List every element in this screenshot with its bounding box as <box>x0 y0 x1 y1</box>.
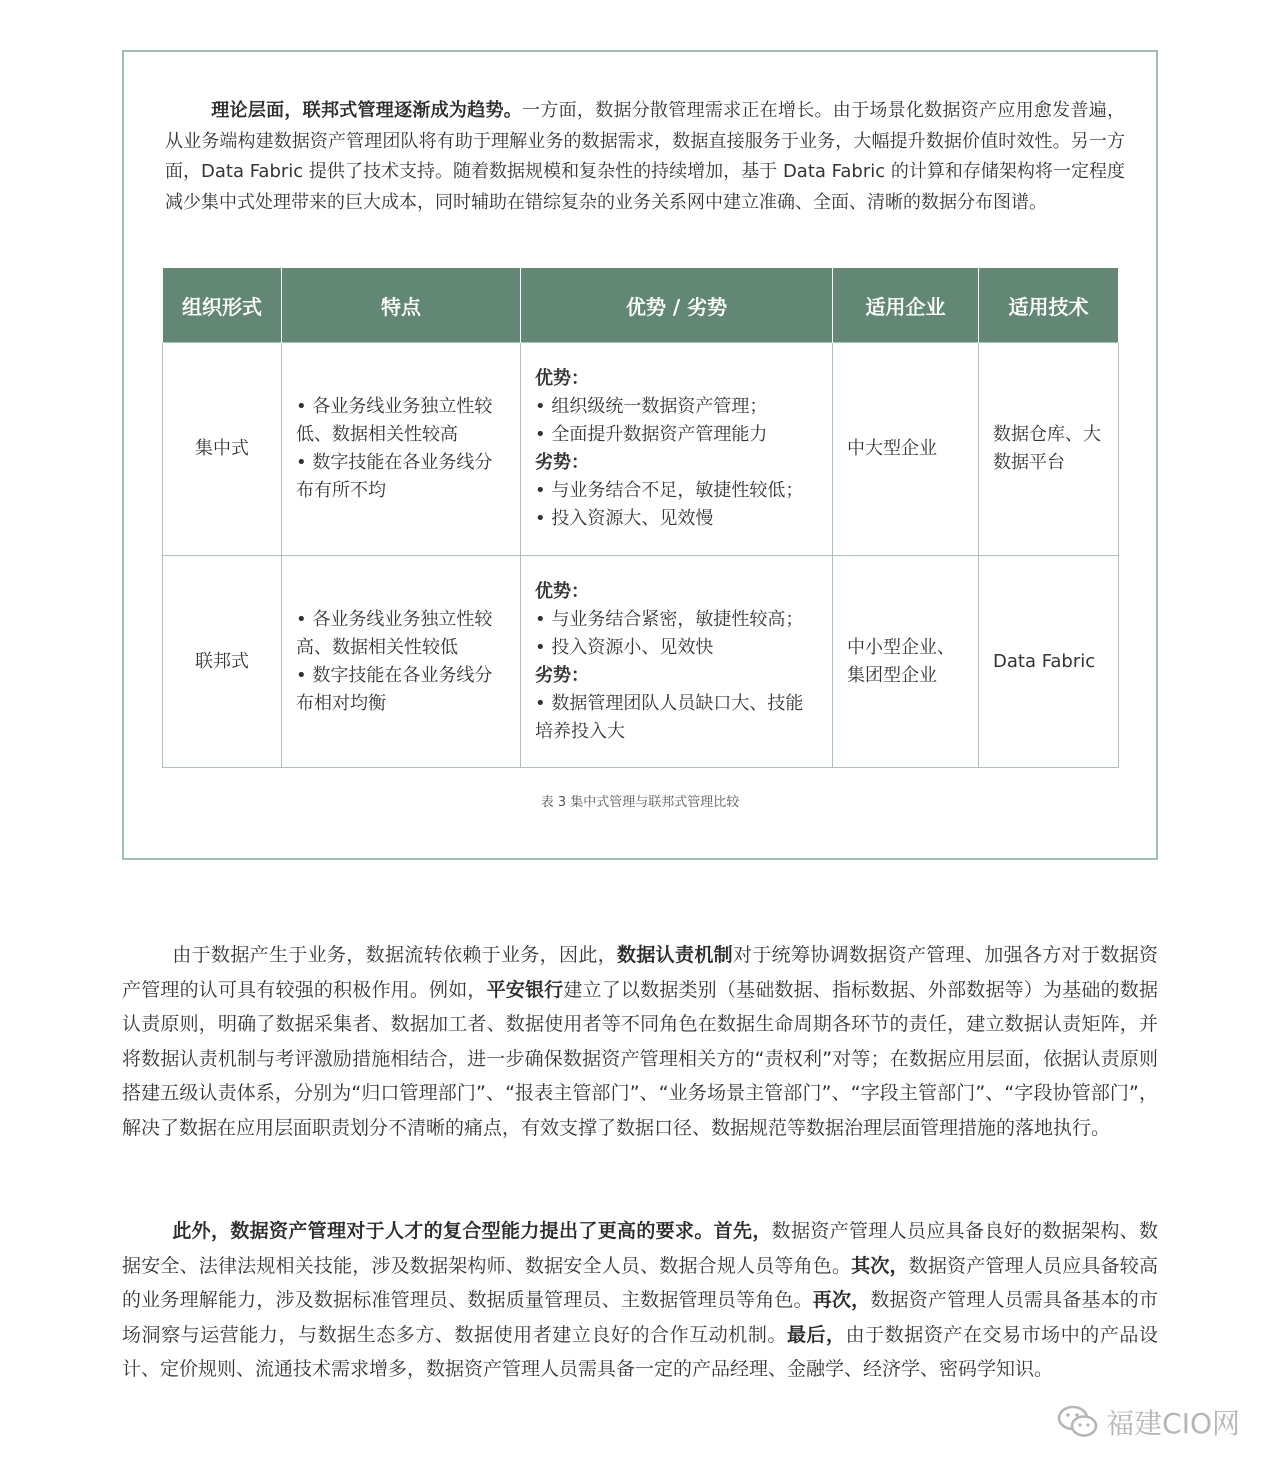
table-header-row <box>163 268 1119 343</box>
table-row <box>163 343 1119 556</box>
header-features: 特点 <box>282 268 521 343</box>
header-pros-cons: 优势 / 劣势 <box>521 268 833 343</box>
disadvantage-item: • 数据管理团队人员缺口大、技能培养投入大 <box>535 692 804 742</box>
watermark-text: 福建CIO网 <box>1106 1407 1240 1440</box>
feature-item: • 各业务线业务独立性较高、数据相关性较低 <box>296 608 493 658</box>
body-paragraph-talent <box>122 1214 1158 1387</box>
feature-item: • 各业务线业务独立性较低、数据相关性较高 <box>296 396 493 445</box>
advantage-item: • 组织级统一数据资产管理； <box>535 396 768 417</box>
para1-bold-2: 平安银行 <box>486 978 564 1001</box>
intro-paragraph <box>165 96 1125 218</box>
para2-bold-3: 再次， <box>812 1289 871 1311</box>
para2-bold-1: 此外，数据资产管理对于人才的复合型能力提出了更高的要求。首先， <box>172 1220 772 1242</box>
advantage-item: • 投入资源小、见效快 <box>535 636 714 658</box>
table-caption: 表 3 集中式管理与联邦式管理比较 <box>540 795 740 810</box>
para2-text-2: 数据资产管理人员应具备较高的业务理解能力，涉及数据标准管理员、数据质量管理员、主数据管理员等角色。 <box>122 1254 1158 1311</box>
comparison-table <box>162 268 1119 768</box>
advantage-label: 优势： <box>535 368 589 389</box>
cell-tech: 数据仓库、大数据平台 <box>979 343 1119 556</box>
intro-lead: 理论层面，联邦式管理逐渐成为趋势。 <box>211 100 523 121</box>
cell-enterprise: 中小型企业、集团型企业 <box>833 556 979 768</box>
header-tech: 适用技术 <box>979 268 1119 343</box>
disadvantage-item: • 投入资源大、见效慢 <box>535 508 714 529</box>
disadvantage-item: • 与业务结合不足，敏捷性较低； <box>535 480 804 501</box>
watermark <box>1056 1402 1240 1442</box>
body-paragraph-accountability <box>122 938 1158 1145</box>
advantage-item: • 与业务结合紧密，敏捷性较高； <box>535 608 804 630</box>
para2-bold-4: 最后， <box>786 1323 846 1346</box>
wechat-icon <box>1056 1403 1100 1441</box>
cell-form: 联邦式 <box>163 556 282 768</box>
cell-pros-cons <box>521 556 833 768</box>
advantage-label: 优势： <box>535 580 589 602</box>
feature-item: • 数字技能在各业务线分布有所不均 <box>296 452 493 501</box>
advantage-item: • 全面提升数据资产管理能力 <box>535 424 768 445</box>
cell-features <box>282 343 521 556</box>
disadvantage-label: 劣势： <box>535 664 589 686</box>
disadvantage-label: 劣势： <box>535 452 589 473</box>
header-enterprise: 适用企业 <box>833 268 979 343</box>
cell-form: 集中式 <box>163 343 282 556</box>
para2-bold-2: 其次， <box>851 1254 909 1277</box>
para2-text-1: 数据资产管理人员应具备良好的数据架构、数据安全、法律法规相关技能，涉及数据架构师、数据安全人员、数据合规人员等角色。 <box>122 1220 1158 1277</box>
cell-tech: Data Fabric <box>979 556 1119 768</box>
para1-bold-1: 数据认责机制 <box>616 944 733 966</box>
para1-text-2: 对于统筹协调数据资产管理、加强各方对于数据资产管理的认可具有较强的积极作用。例如， <box>122 944 1158 1001</box>
cell-features <box>282 556 521 768</box>
header-form: 组织形式 <box>163 268 282 343</box>
cell-enterprise: 中大型企业 <box>833 343 979 556</box>
para2-text-4: 由于数据资产在交易市场中的产品设计、定价规则、流通技术需求增多，数据资产管理人员需具备一定的产品经理、金融学、经济学、密码学知识。 <box>122 1323 1158 1380</box>
table-row <box>163 556 1119 768</box>
para2-text-3: 数据资产管理人员需具备基本的市场洞察与运营能力，与数据生态多方、数据使用者建立良好的合作互动机制。 <box>122 1289 1158 1346</box>
feature-item: • 数字技能在各业务线分布相对均衡 <box>296 664 493 714</box>
intro-text: 一方面，数据分散管理需求正在增长。由于场景化数据资产应用愈发普遍，从业务端构建数据资产管理团队将有助于理解业务的数据需求，数据直接服务于业务，大幅提升数据价值时效性。另一方面，Data Fabric 提供了技术支持。随着数据规模和复杂性的持续增加，基于 Data Fabric 的计算和存储架构将一定程度减少集中式处理带来的巨大成本，同时辅助在错综复杂的业务关系网中建立准确、全面、清晰的数据分布图谱。 <box>165 100 1126 213</box>
cell-pros-cons <box>521 343 833 556</box>
para1-text-3: 建立了以数据类别（基础数据、指标数据、外部数据等）为基础的数据认责原则，明确了数据采集者、数据加工者、数据使用者等不同角色在数据生命周期各环节的责任，建立数据认责矩阵，并将数据认责机制与考评激励措施相结合，进一步确保数据资产管理相关方的“责权利”对等；在数据应用层面，依据认责原则搭建五级认责体系，分别为“归口管理部门”、“报表主管部门”、“业务场景主管部门”、“字段主管部门”、“字段协管部门”，解决了数据在应用层面职责划分不清晰的痛点，有效支撑了数据口径、数据规范等数据治理层面管理措施的落地执行。 <box>122 978 1158 1139</box>
para1-text-1: 由于数据产生于业务，数据流转依赖于业务，因此， <box>172 944 617 966</box>
